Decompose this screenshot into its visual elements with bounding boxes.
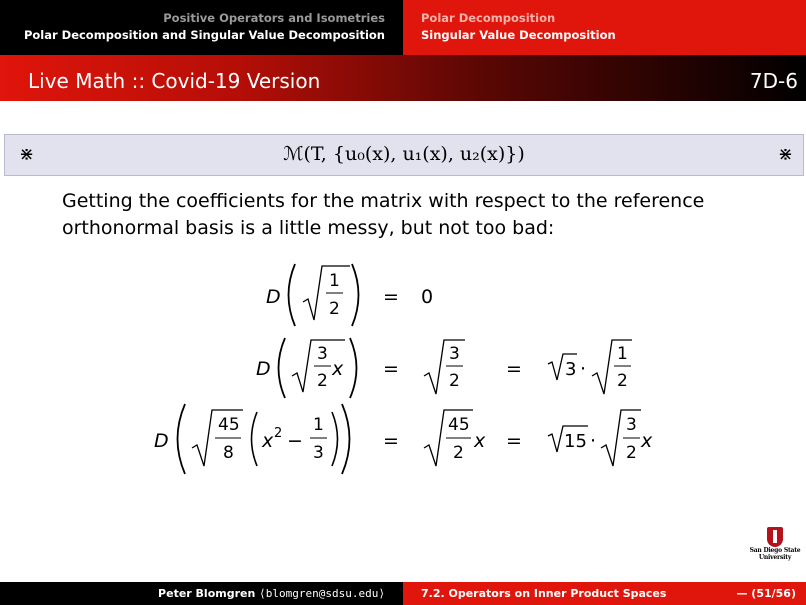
inner-right-paren bbox=[332, 412, 338, 466]
footer-right bbox=[403, 582, 806, 605]
denominator: 2 bbox=[626, 443, 637, 463]
equals-sign: = bbox=[506, 358, 522, 380]
footer-page-number: — (51/56) bbox=[736, 587, 796, 600]
radicand: 15 bbox=[564, 431, 587, 452]
paragraph-line-1: Getting the coefficients for the matrix with respect to the reference bbox=[62, 190, 705, 212]
denominator: 2 bbox=[317, 371, 328, 391]
logo-line-2: University bbox=[758, 554, 792, 561]
star-right-icon: ⋇ bbox=[777, 144, 793, 165]
top-navigation bbox=[0, 0, 806, 55]
nav-section-polar-svd[interactable]: Polar Decomposition and Singular Value Decomposition bbox=[23, 28, 385, 42]
inner-left-paren bbox=[252, 412, 258, 466]
footer-author: Peter Blomgren bbox=[158, 587, 256, 600]
variable-x: x bbox=[474, 430, 486, 452]
exponent: 2 bbox=[274, 426, 283, 441]
footer-left bbox=[0, 582, 403, 605]
denominator: 2 bbox=[329, 299, 340, 319]
minus-sign: − bbox=[287, 430, 303, 452]
variable-x: x bbox=[332, 358, 344, 380]
nav-section-positive-operators[interactable]: Positive Operators and Isometries bbox=[163, 11, 385, 25]
denominator: 2 bbox=[617, 371, 628, 391]
denominator: 8 bbox=[223, 443, 234, 463]
logo-line-1: San Diego State bbox=[749, 547, 801, 554]
variable-x: x bbox=[262, 430, 274, 452]
equation-row-1 bbox=[266, 264, 433, 326]
paragraph-line-2: orthonormal basis is a little messy, but not too bad: bbox=[62, 217, 555, 239]
variable-x: x bbox=[641, 430, 653, 452]
star-left-icon: ⋇ bbox=[19, 144, 35, 165]
operator-D: D bbox=[154, 430, 169, 452]
block-heading-math: ℳ(T, {u₀(x), u₁(x), u₂(x)}) bbox=[283, 143, 525, 165]
right-paren bbox=[350, 338, 357, 398]
operator-D: D bbox=[256, 358, 271, 380]
equation-row-3 bbox=[154, 404, 653, 474]
frame-number: 7D-6 bbox=[749, 69, 798, 93]
equation-svg bbox=[0, 258, 806, 488]
right-paren bbox=[342, 404, 350, 474]
nav-left-panel bbox=[0, 0, 403, 55]
footer-bar bbox=[0, 582, 806, 605]
numerator: 3 bbox=[317, 344, 328, 364]
denominator: 3 bbox=[313, 443, 324, 463]
numerator: 1 bbox=[329, 271, 340, 291]
dot-operator: · bbox=[590, 430, 597, 452]
numerator: 3 bbox=[449, 344, 460, 364]
equation-row-2 bbox=[256, 338, 632, 398]
numerator: 45 bbox=[448, 415, 470, 435]
result-zero: 0 bbox=[421, 286, 434, 308]
numerator: 1 bbox=[313, 415, 324, 435]
equals-sign: = bbox=[506, 430, 522, 452]
denominator: 2 bbox=[453, 443, 464, 463]
radicand: 3 bbox=[565, 359, 577, 380]
numerator: 1 bbox=[617, 344, 628, 364]
frame-title: Live Math :: Covid-19 Version bbox=[28, 69, 321, 93]
nav-subsection-polar[interactable]: Polar Decomposition bbox=[421, 11, 556, 25]
nav-right-panel bbox=[403, 0, 806, 55]
equals-sign: = bbox=[383, 430, 399, 452]
dot-operator: · bbox=[580, 358, 587, 380]
left-paren bbox=[279, 338, 286, 398]
footer-email[interactable]: ⟨blomgren@sdsu.edu⟩ bbox=[259, 587, 385, 600]
shield-icon bbox=[767, 527, 783, 547]
denominator: 2 bbox=[449, 371, 460, 391]
nav-subsection-svd[interactable]: Singular Value Decomposition bbox=[421, 28, 616, 42]
right-paren bbox=[352, 264, 359, 326]
operator-D: D bbox=[266, 286, 281, 308]
body-paragraph bbox=[62, 188, 762, 242]
block-heading bbox=[4, 134, 804, 176]
frame-title-bar bbox=[0, 55, 806, 101]
left-paren bbox=[289, 264, 296, 326]
equals-sign: = bbox=[383, 286, 399, 308]
footer-section[interactable]: 7.2. Operators on Inner Product Spaces bbox=[421, 587, 667, 600]
numerator: 45 bbox=[218, 415, 240, 435]
equals-sign: = bbox=[383, 358, 399, 380]
university-logo bbox=[748, 527, 802, 567]
left-paren bbox=[178, 404, 186, 474]
numerator: 3 bbox=[626, 415, 637, 435]
equation-array bbox=[0, 258, 806, 488]
